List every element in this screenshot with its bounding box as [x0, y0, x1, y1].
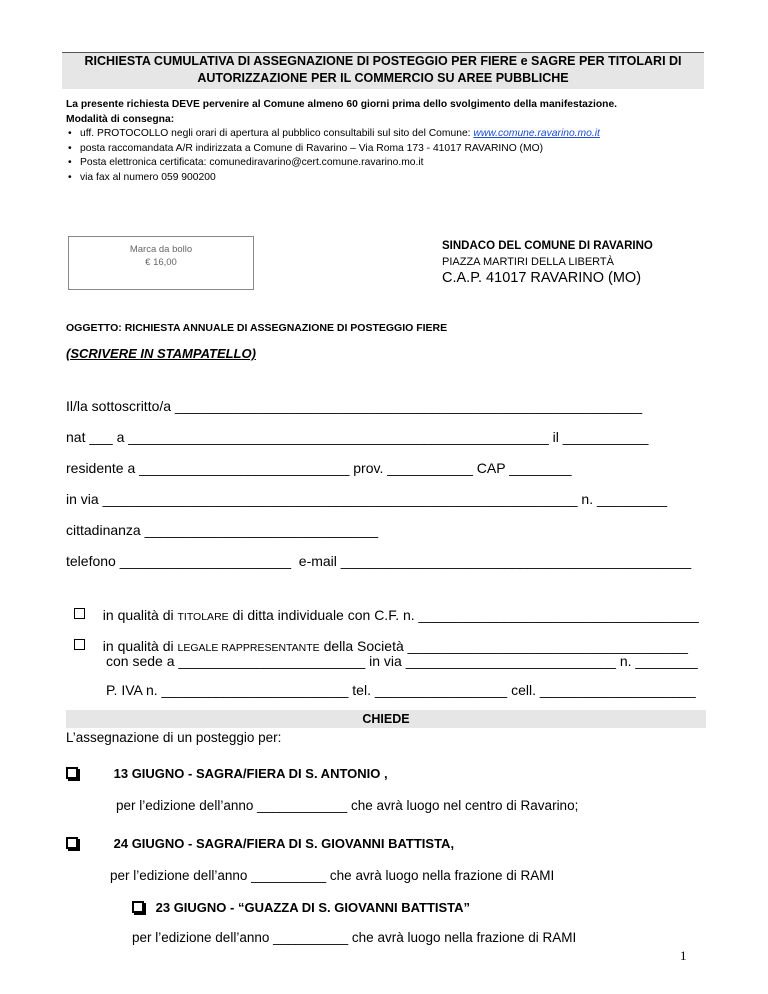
title-line-1: RICHIESTA CUMULATIVA DI ASSEGNAZIONE DI POSTEGGIO PER FIERE e SAGRE PER TITOLARI DI [84, 54, 682, 68]
san-giovanni-edition[interactable]: per l’edizione dell’anno __________ che avrà luogo nella frazione di RAMI [110, 868, 555, 883]
sant-antonio-checkbox[interactable] [66, 767, 78, 779]
page-number: 1 [680, 948, 687, 963]
legale-rappresentante-checkbox[interactable] [74, 639, 85, 650]
deadline-notice: La presente richiesta DEVE pervenire al Comune almeno 60 giorni prima dello svolgimento della manifestazione. [66, 99, 618, 110]
stamp-label: Marca da bollo [129, 244, 193, 255]
delivery-methods-list [66, 127, 706, 185]
delivery-method-protocollo: • uff. PROTOCOLLO negli orari di apertura al pubblico consultabili sul sito del Comune: www.comune.ravarino.mo.it [66, 127, 706, 142]
field-residente[interactable]: residente a ___________________________ prov. ___________ CAP ________ [66, 460, 572, 476]
title-line-2: AUTORIZZAZIONE PER IL COMMERCIO SU AREE PUBBLICHE [197, 71, 569, 85]
delivery-methods-heading: Modalità di consegna: [66, 113, 175, 125]
guazza-checkbox[interactable] [132, 901, 144, 913]
sant-antonio-edition[interactable]: per l’edizione dell’anno ____________ che avrà luogo nel centro di Ravarino; [116, 798, 579, 813]
event-option-san-giovanni[interactable]: 24 GIUGNO - SAGRA/FIERA DI S. GIOVANNI BATTISTA, [66, 836, 454, 851]
addressee-line-2: PIAZZA MARTIRI DELLA LIBERTÀ [442, 256, 614, 268]
delivery-instructions [66, 98, 706, 185]
stampatello-note: (SCRIVERE IN STAMPATELLO) [66, 346, 256, 361]
field-via[interactable]: in via _____________________________________________________________ n. _________ [66, 491, 668, 507]
document-title [62, 52, 704, 89]
chiede-heading: CHIEDE [66, 710, 706, 728]
field-nato-a[interactable]: nat ___ a ______________________________________________________ il ___________ [66, 429, 649, 445]
field-cittadinanza[interactable]: cittadinanza ______________________________ [66, 522, 379, 538]
delivery-method-raccomandata: • posta raccomandata A/R indirizzata a Comune di Ravarino – Via Roma 173 - 41017 RAVARINO (MO) [66, 142, 706, 157]
stamp-amount: € 16,00 [145, 257, 177, 268]
field-sede[interactable]: con sede a ________________________ in via ___________________________ n. ________ [106, 653, 698, 669]
field-telefono-email[interactable]: telefono ______________________ e-mail _____________________________________________ [66, 553, 692, 569]
delivery-method-pec: • Posta elettronica certificata: comunediravarino@cert.comune.ravarino.mo.it [66, 156, 706, 171]
option-titolare[interactable]: in qualità di TITOLARE di ditta individuale con C.F. n. ____________________________________ [66, 591, 699, 623]
event-option-guazza[interactable]: 23 GIUGNO - “GUAZZA DI S. GIOVANNI BATTISTA” [132, 900, 470, 915]
titolare-checkbox[interactable] [74, 608, 85, 619]
subject-line: OGGETTO: RICHIESTA ANNUALE DI ASSEGNAZIONE DI POSTEGGIO FIERE [66, 322, 448, 334]
assegnazione-text: L’assegnazione di un posteggio per: [66, 730, 282, 745]
field-piva[interactable]: P. IVA n. ________________________ tel. _________________ cell. ____________________ [106, 682, 696, 698]
addressee-block [442, 238, 653, 286]
addressee-line-3: C.A.P. 41017 RAVARINO (MO) [442, 270, 642, 286]
revenue-stamp-box [68, 236, 254, 290]
san-giovanni-checkbox[interactable] [66, 837, 78, 849]
guazza-edition[interactable]: per l’edizione dell’anno __________ che avrà luogo nella frazione di RAMI [132, 930, 577, 945]
delivery-method-fax: • via fax al numero 059 900200 [66, 171, 706, 186]
event-option-sant-antonio[interactable]: 13 GIUGNO - SAGRA/FIERA DI S. ANTONIO , [66, 766, 388, 781]
comune-website-link[interactable]: www.comune.ravarino.mo.it [473, 128, 600, 139]
field-sottoscritto[interactable]: Il/la sottoscritto/a ____________________________________________________________ [66, 398, 643, 414]
option-legale-rappresentante[interactable]: in qualità di LEGALE RAPPRESENTANTE della Società ____________________________________ [66, 622, 688, 654]
addressee-line-1: SINDACO DEL COMUNE DI RAVARINO [442, 240, 653, 252]
